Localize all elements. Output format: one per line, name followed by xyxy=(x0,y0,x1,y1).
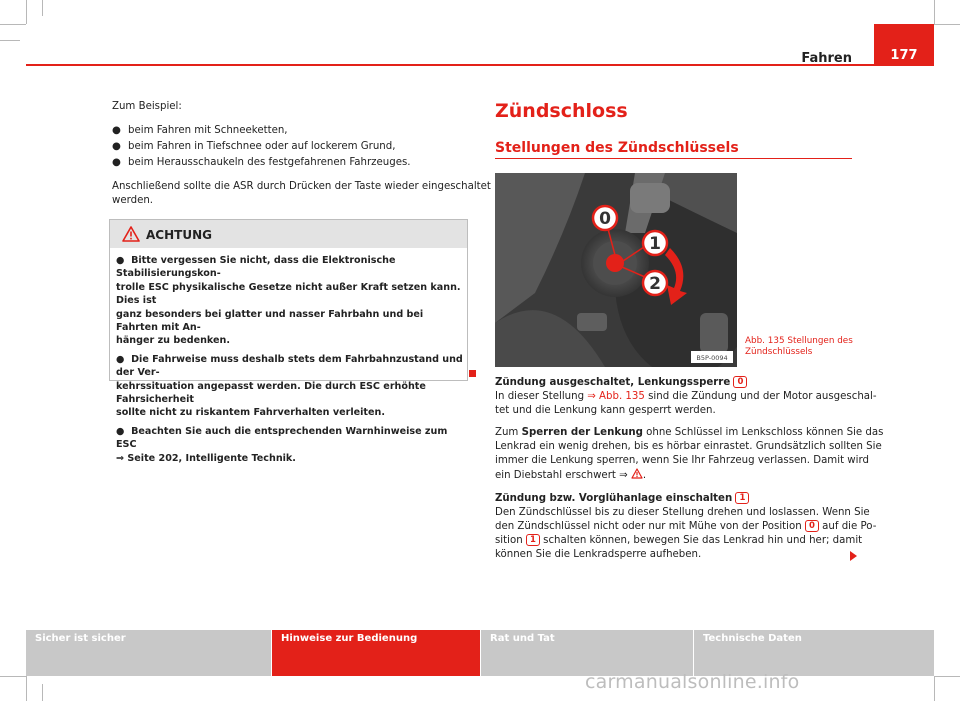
figure-caption: Abb. 135 Stellungen des Zündschlüssels xyxy=(745,336,853,357)
footer-tab-sicher[interactable]: Sicher ist sicher xyxy=(26,630,271,676)
warning-box xyxy=(109,219,468,464)
watermark: carmanualsonline.info xyxy=(585,671,800,693)
warning-item: ● Beachten Sie auch die entsprechenden Warnhinweise zum ESC ⇒ Seite 202, Intelligente Technik. xyxy=(116,425,448,464)
crop-mark xyxy=(0,24,26,25)
ignition-figure xyxy=(495,173,737,367)
crop-mark xyxy=(934,676,960,677)
paragraph: Anschließend sollte die ASR durch Drücken der Taste wieder eingeschaltet werden. xyxy=(112,181,491,206)
crop-mark xyxy=(0,676,26,677)
warning-body xyxy=(116,254,464,470)
crop-mark xyxy=(26,676,27,701)
sub-heading: Stellungen des Zündschlüssels xyxy=(495,140,739,156)
page-number: 177 xyxy=(890,48,918,63)
position-badge: 1 xyxy=(735,492,749,504)
footer-tab-bedienung[interactable]: Hinweise zur Bedienung xyxy=(272,630,480,676)
warning-item: ● Die Fahrweise muss deshalb stets dem Fahrbahnzustand und der Ver- kehrssituation angepasst werden. Die durch ESC erhöhte Fahrsicherheit sollte nicht zu riskantem Fahrverhalten verleiten. xyxy=(116,353,463,419)
bullet-dot: ● xyxy=(112,141,121,152)
warning-title: ACHTUNG xyxy=(146,228,212,242)
page-number-box xyxy=(874,24,934,66)
section-ignition-off: Zündung ausgeschaltet, Lenkungssperre 0 In dieser Stellung ⇒ Abb. 135 sind die Zündung und der Motor ausgeschal- tet und die Lenkung kann gesperrt werden. xyxy=(495,377,877,416)
crop-mark xyxy=(42,0,43,16)
figure-label: 1 xyxy=(649,234,661,254)
figure-label: 0 xyxy=(599,209,611,229)
position-badge: 0 xyxy=(805,520,819,532)
crop-mark xyxy=(934,0,935,24)
bullet-dot: ● xyxy=(112,157,121,168)
crop-mark xyxy=(42,684,43,701)
list-item: ● beim Fahren mit Schneeketten, xyxy=(112,125,288,136)
crop-mark xyxy=(934,676,935,701)
crop-mark xyxy=(0,40,20,41)
section-title: Fahren xyxy=(801,51,852,66)
footer-tab-rat-und-tat[interactable]: Rat und Tat xyxy=(481,630,693,676)
list-item: ● beim Herausschaukeln des festgefahrenen Fahrzeuges. xyxy=(112,157,411,168)
crop-mark xyxy=(26,0,27,24)
section-end-marker xyxy=(469,370,476,377)
section-steering-lock: Zum Sperren der Lenkung ohne Schlüssel im Lenkschloss können Sie das Lenkrad ein wenig drehen, bis es hörbar einrastet. Grundsätzlich sollten Sie immer die Lenkung sperren, wenn Sie Ihr Fahrzeug verlassen. Damit wird ein Diebstahl erschwert ⇒ . xyxy=(495,427,884,481)
crop-mark xyxy=(934,24,960,25)
figure-code: B5P-0094 xyxy=(696,354,728,362)
position-badge: 1 xyxy=(526,534,540,546)
warning-item: ● Bitte vergessen Sie nicht, dass die Elektronische Stabilisierungskon- trolle ESC physikalische Gesetze nicht außer Kraft setzen kann. Dies ist ganz besonders bei glatter und nasser Fahrbahn und bei Fahrten mit An- hänger zu bedenken. xyxy=(116,255,461,347)
page-link[interactable]: ⇒ Seite 202, Intelligente Technik. xyxy=(116,452,296,464)
figure-link[interactable]: ⇒ Abb. 135 xyxy=(587,391,645,402)
sub-heading-rule xyxy=(495,158,852,159)
section-ignition-on: Zündung bzw. Vorglühanlage einschalten 1 Den Zündschlüssel bis zu dieser Stellung drehen und loslassen. Wenn Sie den Zündschlüssel nicht oder nur mit Mühe von der Position 0 auf die Po- sition 1 schalten können, bewegen Sie das Lenkrad hin und her; damit können Sie die Lenkradsperre aufheben. xyxy=(495,493,877,560)
continue-arrow-icon xyxy=(850,551,857,561)
warning-header xyxy=(110,220,467,248)
figure-label: 2 xyxy=(649,274,661,294)
page-heading: Zündschloss xyxy=(495,100,628,122)
warning-triangle-icon[interactable] xyxy=(631,468,643,479)
ignition-lock-illustration xyxy=(495,173,737,367)
position-badge: 0 xyxy=(733,376,747,388)
warning-triangle-icon xyxy=(122,226,140,242)
list-item: ● beim Fahren in Tiefschnee oder auf lockerem Grund, xyxy=(112,141,396,152)
intro-text: Zum Beispiel: xyxy=(112,101,182,112)
header-rule xyxy=(26,64,874,66)
footer-tab-technische-daten[interactable]: Technische Daten xyxy=(694,630,934,676)
bullet-dot: ● xyxy=(112,125,121,136)
